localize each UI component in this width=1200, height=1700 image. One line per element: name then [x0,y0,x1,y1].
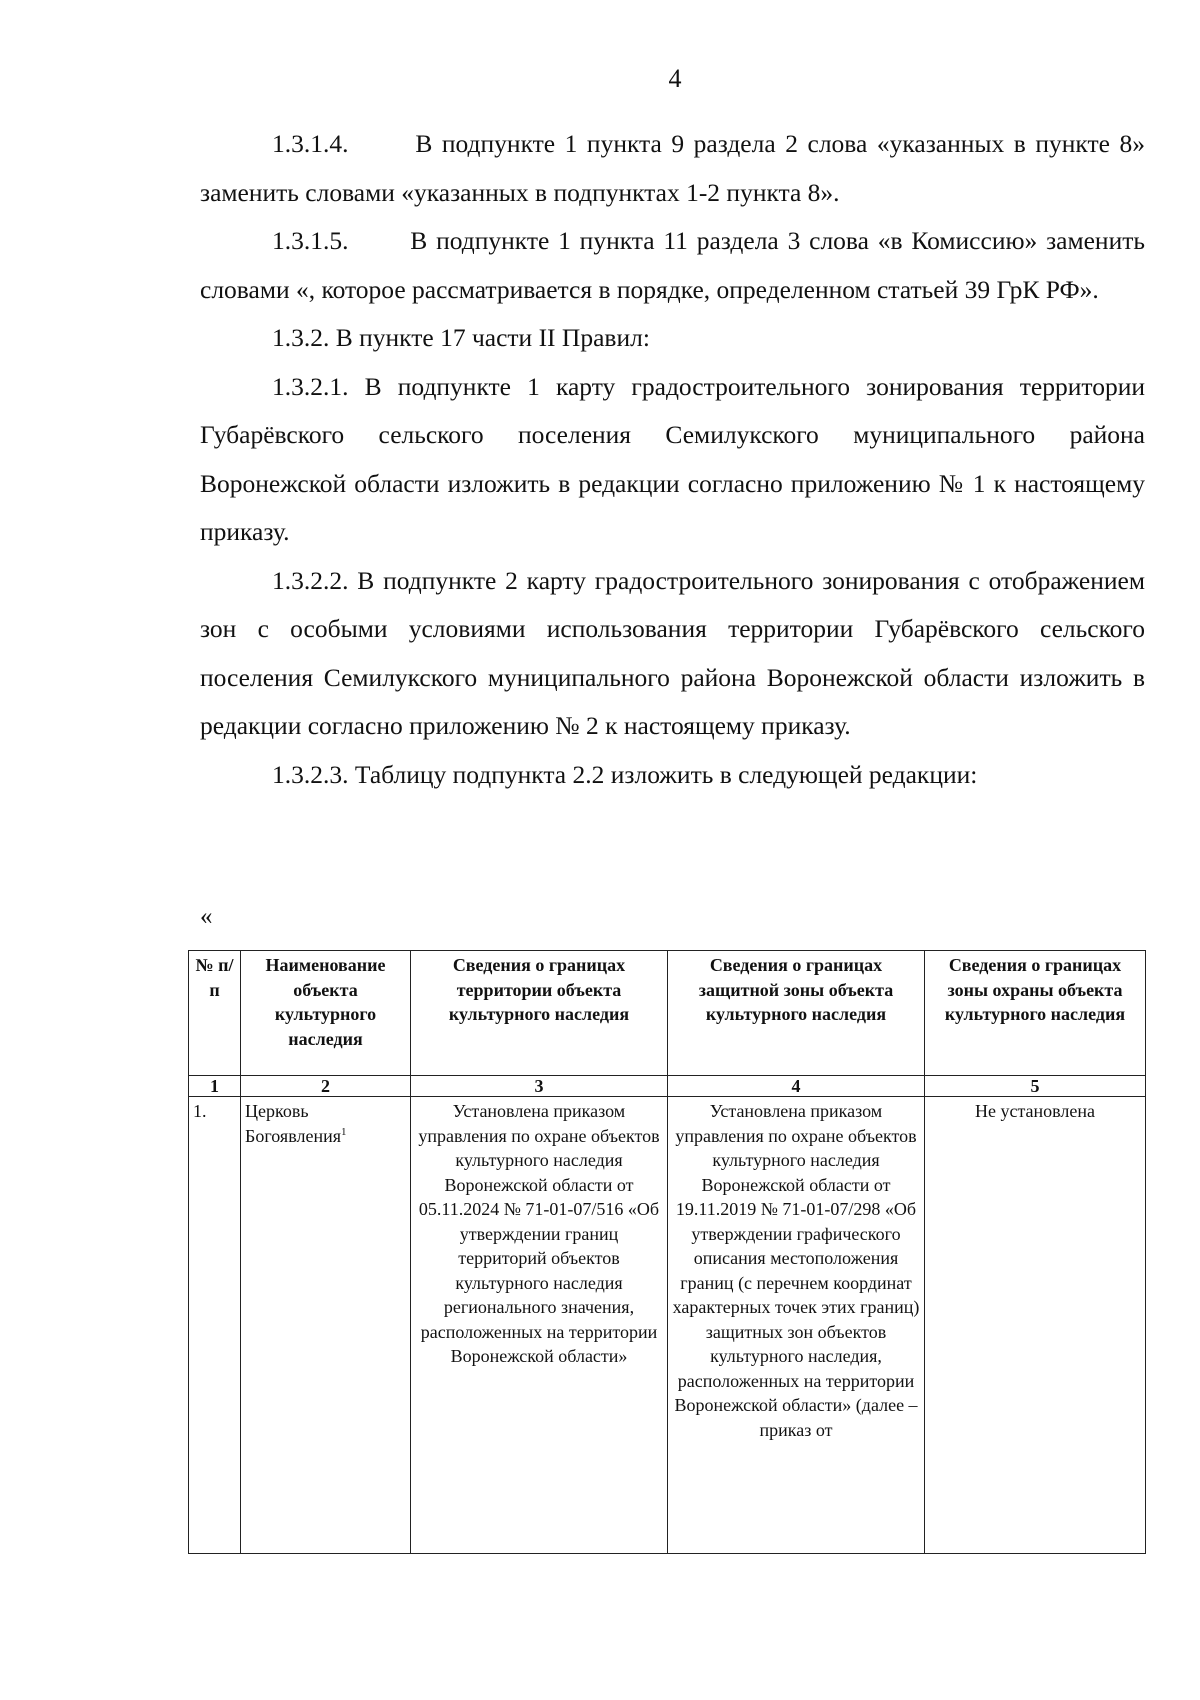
paragraph-1-3-2: 1.3.2. В пункте 17 части II Правил: [272,323,650,352]
paragraph-1-3-2-1: 1.3.2.1. В подпункте 1 карту градостроительного зонирования территории Губарёвского сельского поселения Семилукского муниципального района Воронежской области изложить в редакции согласно приложению № 1 к настоящему приказу. [200,371,1145,546]
opening-quote-mark: « [200,903,213,930]
header-protective-zone-boundaries: Сведения о границах защитной зоны объекта культурного наследия [668,951,925,1076]
header-territory-boundaries: Сведения о границах территории объекта культурного наследия [411,951,668,1076]
cultural-heritage-table [188,950,1146,1554]
table-header-row [189,951,1146,1076]
column-number-row [189,1076,1146,1097]
row-territory-boundaries: Установлена приказом управления по охране объектов культурного наследия Воронежской области от 05.11.2024 № 71-01-07/516 «Об утверждении границ территорий объектов культурного наследия регионального значения, расположенных на территории Воронежской области» [411,1097,668,1554]
row-protective-zone-boundaries: Установлена приказом управления по охране объектов культурного наследия Воронежской области от 19.11.2019 № 71-01-07/298 «Об утверждении графического описания местоположения границ (с перечнем координат характерных точек этих границ) защитных зон объектов культурного наследия, расположенных на территории Воронежской области» (далее – приказ от [668,1097,925,1554]
paragraph-1-3-2-3: 1.3.2.3. Таблицу подпункта 2.2 изложить в следующей редакции: [272,759,978,789]
row-security-zone-boundaries: Не установлена [925,1097,1146,1554]
column-number: 3 [411,1076,668,1097]
column-number: 2 [241,1076,411,1097]
column-number: 1 [189,1076,241,1097]
paragraph-1-3-1-5: 1.3.1.5. В подпункте 1 пункта 11 раздела 3 слова «в Комиссию» заменить словами «, которое рассматривается в порядке, определенном статьей 39 ГрК РФ». [200,226,1145,304]
header-security-zone-boundaries: Сведения о границах зоны охраны объекта культурного наследия [925,951,1146,1076]
document-body [200,120,1145,799]
row-object-name-cell [241,1097,411,1554]
column-number: 5 [925,1076,1146,1097]
page-number: 4 [668,64,682,93]
row-number: 1. [189,1097,241,1554]
table-row [189,1097,1146,1554]
footnote-marker: 1 [341,1125,347,1138]
column-number: 4 [668,1076,925,1097]
paragraph-1-3-1-4: 1.3.1.4. В подпункте 1 пункта 9 раздела 2 слова «указанных в пункте 8» заменить словами «указанных в подпунктах 1-2 пункта 8». [200,129,1145,207]
row-object-name: Церковь Богоявления [245,1101,341,1146]
header-object-name: Наименование объекта культурного наследия [241,951,411,1076]
paragraph-1-3-2-2: 1.3.2.2. В подпункте 2 карту градостроительного зонирования с отображением зон с особыми условиями использования территории Губарёвского сельского поселения Семилукского муниципального района Воронежской области изложить в редакции согласно приложению № 2 к настоящему приказу. [200,565,1145,740]
header-number: № п/п [189,951,241,1076]
